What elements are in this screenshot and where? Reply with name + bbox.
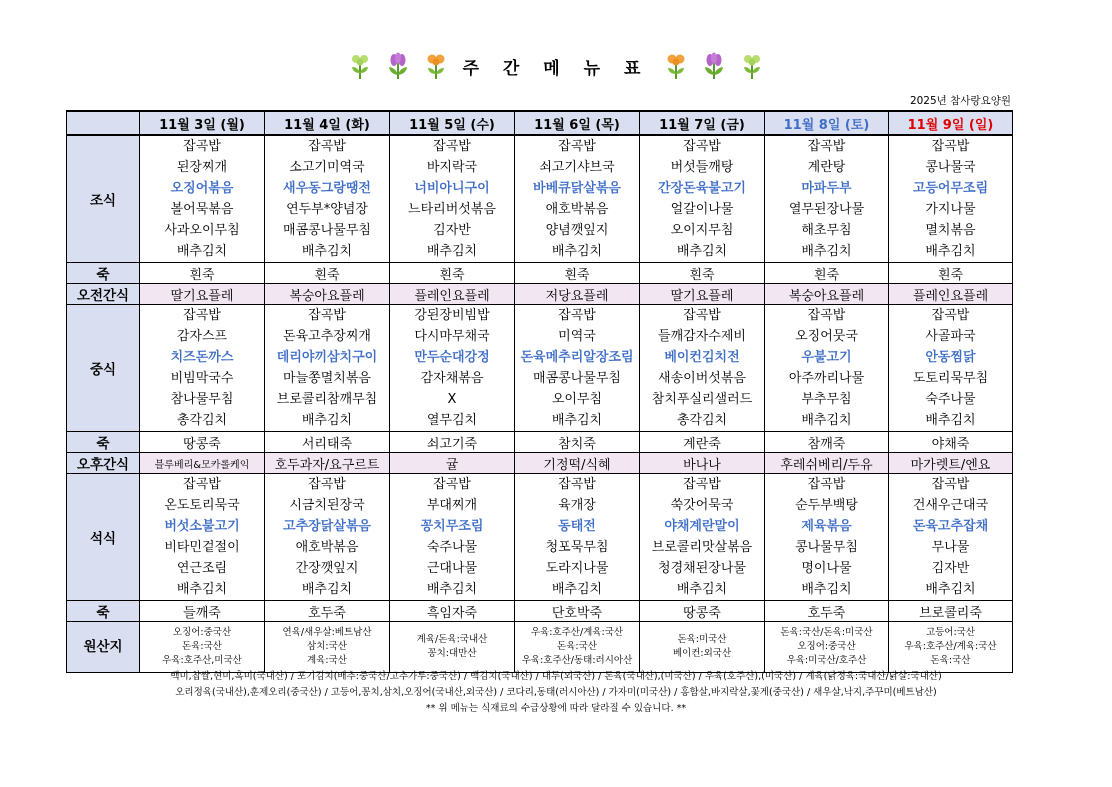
origin-cell [640,622,765,673]
main-dish: 바베큐닭살볶음 [533,181,621,196]
menu-item: 배추김치 [801,582,852,597]
main-dish: 돈육메추리알장조림 [520,350,634,365]
porridge-cell: 참치죽 [515,432,640,453]
menu-item: 배추김치 [676,582,728,597]
menu-item: 쇠고기샤브국 [539,160,615,175]
orange-flower-icon [423,51,449,81]
menu-item: 근대나물 [426,561,478,576]
dinner-porridge-row [67,601,1013,622]
menu-item: 열무된장나물 [788,202,865,217]
menu-cell [390,474,515,601]
lunch-row [67,305,1013,432]
menu-item: 가지나물 [925,202,976,217]
origin-line: 돈육:국산 [930,655,971,666]
main-dish: 동태전 [558,519,596,534]
corner-cell [67,111,140,135]
origin-footer-line1: 백미,찹쌀,현미,흑미(국내산) / 포기김치(배추:중국산/고추가루:중국산) / 백김치(국내산) / 대두(외국산) / 돈육(국내산),(미국산) / 우육(호주산),(미국산) / 계육(닭정육:국내산/닭살:국내산) [170,671,942,682]
meal-label: 조식 [67,135,140,263]
header-row [67,111,1013,135]
origin-line: 계육/돈육:국내산 [416,634,488,645]
porridge-label: 죽 [67,263,140,284]
menu-item: 부추무침 [801,392,852,407]
menu-item: 마늘쫑멸치볶음 [283,371,371,386]
menu-item: X [447,392,457,407]
menu-item: 사골파국 [925,329,976,344]
day-header: 11월 6일 (목) [515,111,640,135]
main-dish: 치즈돈까스 [170,350,234,365]
menu-item: 양념깻잎지 [545,223,609,238]
menu-item: 잡곡밥 [807,477,846,492]
menu-cell [889,135,1013,263]
dinner-row [67,474,1013,601]
origin-cell [515,622,640,673]
porridge-cell: 흰죽 [265,263,390,284]
snack-cell: 플레인요플레 [889,284,1013,305]
porridge-cell: 호두죽 [265,601,390,622]
menu-item: 육개장 [558,498,596,513]
main-dish: 마파두부 [801,181,852,196]
snack-cell: 귤 [390,453,515,474]
menu-item: 콩나물국 [925,160,976,175]
snack-cell: 복숭아요플레 [265,284,390,305]
origin-line: 오징어:중국산 [797,641,856,652]
origin-line: 우육:호주산/계육:국산 [530,627,624,638]
menu-item: 건새우근대국 [912,498,989,513]
porridge-cell: 야채죽 [889,432,1013,453]
organization-label: 2025년 참사랑요양원 [909,95,1011,107]
menu-item: 잡곡밥 [683,477,721,492]
menu-cell [265,305,390,432]
menu-item: 느타리버섯볶음 [408,202,496,217]
menu-item: 볼어묵볶음 [170,202,234,217]
menu-item: 부대찌개 [426,498,478,513]
origin-line: 우육:호주산,미국산 [162,655,242,666]
menu-item: 숙주나물 [925,392,976,407]
menu-item: 잡곡밥 [807,139,846,154]
menu-item: 잡곡밥 [433,139,471,154]
menu-cell [390,135,515,263]
menu-item: 잡곡밥 [558,308,596,323]
porridge-cell: 들깨죽 [140,601,265,622]
porridge-cell: 서리태죽 [265,432,390,453]
menu-item: 아주까리나물 [788,371,865,386]
menu-item: 오이무침 [551,392,603,407]
main-dish: 만두순대강정 [414,350,490,365]
menu-item: 배추김치 [426,244,478,259]
origin-cell [265,622,390,673]
menu-item: 잡곡밥 [308,139,346,154]
origin-line: 오징어:중국산 [172,627,232,638]
day-header: 11월 7일 (금) [640,111,765,135]
menu-cell [640,135,765,263]
menu-item: 다시마무채국 [414,329,490,344]
menu-cell [390,305,515,432]
morning-snack-row [67,284,1013,305]
menu-item: 배추김치 [676,244,728,259]
porridge-cell: 흰죽 [765,263,889,284]
menu-item: 간장깻잎지 [295,561,359,576]
origin-line: 꽁치:대만산 [427,648,477,659]
menu-cell [889,474,1013,601]
origin-cell [390,622,515,673]
porridge-cell: 계란죽 [640,432,765,453]
menu-item: 잡곡밥 [183,477,221,492]
meal-label: 중식 [67,305,140,432]
origin-line: 계육:국산 [307,655,347,666]
porridge-cell: 흰죽 [140,263,265,284]
menu-item: 배추김치 [426,582,478,597]
snack-cell: 딸기요플레 [640,284,765,305]
menu-item: 청포묵무침 [545,540,609,555]
porridge-cell: 땅콩죽 [140,432,265,453]
menu-item: 콩나물무침 [795,540,858,555]
orange-flower-icon [663,51,689,81]
menu-item: 순두부백탕 [795,498,858,513]
origin-cell [889,622,1013,673]
menu-item: 바지락국 [426,160,478,175]
main-dish: 고추장닭살볶음 [283,519,371,534]
menu-item: 배추김치 [925,413,976,428]
snack-cell: 후레쉬베리/두유 [765,453,889,474]
main-dish: 꽁치무조림 [420,519,484,534]
porridge-cell: 흑임자죽 [390,601,515,622]
origin-line: 우육:미국산/호주산 [786,655,867,666]
snack-cell: 딸기요플레 [140,284,265,305]
main-dish: 돈육고추잡채 [912,519,989,534]
snack-label: 오후간식 [67,453,140,474]
menu-item: 도토리묵무침 [912,371,989,386]
main-dish: 오징어볶음 [170,181,234,196]
menu-cell [515,305,640,432]
menu-item: 사과오이무침 [164,223,240,238]
green-flower-icon [739,51,765,81]
menu-item: 애호박볶음 [545,202,609,217]
snack-cell: 기정떡/식혜 [515,453,640,474]
purple-flower-icon [701,51,727,81]
origin-line: 우육:호주산/동태:러시아산 [521,655,633,666]
menu-item: 감자스프 [176,329,228,344]
lunch-porridge-row [67,432,1013,453]
origin-line: 돈육:국산 [182,641,222,652]
day-header: 11월 4일 (화) [265,111,390,135]
origin-label: 원산지 [67,622,140,673]
origin-line: 돈육:국산 [557,641,597,652]
snack-cell: 복숭아요플레 [765,284,889,305]
origin-line: 돈육:국산/돈육:미국산 [780,627,873,638]
menu-item: 배추김치 [801,413,852,428]
menu-item: 소고기미역국 [289,160,365,175]
menu-item: 김자반 [433,223,471,238]
menu-item: 애호박볶음 [295,540,359,555]
origin-line: 우육:호주산/계육:국산 [904,641,997,652]
menu-item: 미역국 [558,329,596,344]
main-dish: 간장돈육불고기 [658,181,746,196]
menu-item: 매콤콩나물무침 [533,371,621,386]
porridge-cell: 브로콜리죽 [889,601,1013,622]
menu-item: 배추김치 [551,413,603,428]
menu-cell [265,135,390,263]
menu-item: 잡곡밥 [308,308,346,323]
snack-cell: 호두과자/요구르트 [265,453,390,474]
snack-cell: 블루베리&모카롤케익 [140,453,265,474]
menu-item: 연근조림 [176,561,228,576]
menu-item: 비타민겉절이 [164,540,240,555]
menu-cell [140,305,265,432]
menu-cell [140,135,265,263]
page-title: 주 간 메 뉴 표 [462,58,650,79]
afternoon-snack-row [67,453,1013,474]
menu-item: 비빔막국수 [170,371,234,386]
menu-item: 잡곡밥 [558,477,596,492]
menu-item: 무나물 [931,540,970,555]
day-header: 11월 5일 (수) [390,111,515,135]
menu-item: 버섯들깨탕 [670,160,734,175]
menu-item: 들깨감자수제비 [658,329,746,344]
origin-line: 베이컨:외국산 [672,648,732,659]
menu-item: 숙주나물 [426,540,478,555]
menu-cell [889,305,1013,432]
day-header-sunday: 11월 9일 (일) [889,111,1013,135]
menu-cell [515,474,640,601]
porridge-cell: 쇠고기죽 [390,432,515,453]
snack-cell: 바나나 [640,453,765,474]
menu-item: 총각김치 [676,413,728,428]
menu-item: 강된장비빔밥 [414,308,490,323]
menu-item: 잡곡밥 [308,477,346,492]
menu-cell [265,474,390,601]
menu-item: 새송이버섯볶음 [658,371,746,386]
menu-item: 김자반 [931,561,970,576]
menu-item: 잡곡밥 [931,477,970,492]
menu-item: 연두부*양념장 [286,202,368,217]
menu-item: 배추김치 [551,244,603,259]
menu-item: 도라지나물 [545,561,609,576]
menu-change-note: ** 위 메뉴는 식재료의 수급상황에 따라 달라질 수 있습니다. ** [425,703,687,714]
menu-item: 잡곡밥 [807,308,846,323]
menu-item: 된장찌개 [176,160,228,175]
origin-row [67,622,1013,673]
menu-item: 돈육고추장찌개 [283,329,371,344]
main-dish: 우불고기 [801,350,852,365]
porridge-cell: 땅콩죽 [640,601,765,622]
menu-item: 잡곡밥 [931,139,970,154]
menu-item: 해초무침 [801,223,852,238]
snack-cell: 저당요플레 [515,284,640,305]
menu-item: 총각김치 [176,413,228,428]
menu-item: 잡곡밥 [558,139,596,154]
breakfast-porridge-row [67,263,1013,284]
menu-cell [140,474,265,601]
main-dish: 새우동그랑땡전 [283,181,371,196]
origin-line: 돈육:미국산 [677,634,727,645]
menu-item: 배추김치 [301,413,353,428]
menu-item: 잡곡밥 [183,308,221,323]
main-dish: 버섯소불고기 [164,519,240,534]
menu-item: 감자채볶음 [420,371,484,386]
main-dish: 안동찜닭 [925,350,976,365]
day-header: 11월 3일 (월) [140,111,265,135]
weekly-menu-table [66,110,1013,673]
menu-item: 잡곡밥 [433,477,471,492]
day-header-saturday: 11월 8일 (토) [765,111,889,135]
purple-flower-icon [385,51,411,81]
breakfast-row [67,135,1013,263]
origin-line: 연육/새우살:베트남산 [282,627,372,638]
menu-item: 멸치볶음 [925,223,976,238]
menu-item: 참나물무침 [170,392,234,407]
origin-line: 고등어:국산 [925,627,976,638]
main-dish: 너비아니구이 [414,181,490,196]
menu-item: 브로콜리참깨무침 [276,392,378,407]
origin-footer-line2: 오리정육(국내산),훈제오리(중국산) / 고등어,꽁치,삼치,오징어(국내산,외국산) / 코다리,동태(러시아산) / 가자미(미국산) / 홍합살,바지락살,꽃게(중국산) / 새우살,낙지,주꾸미(베트남산) [175,687,937,698]
menu-item: 배추김치 [301,244,353,259]
menu-item: 배추김치 [176,582,228,597]
menu-item: 오징어뭇국 [795,329,858,344]
porridge-cell: 흰죽 [889,263,1013,284]
porridge-cell: 흰죽 [640,263,765,284]
menu-item: 온도토리묵국 [164,498,240,513]
menu-item: 배추김치 [176,244,228,259]
menu-cell [515,135,640,263]
menu-cell [765,305,889,432]
porridge-label: 죽 [67,601,140,622]
porridge-cell: 단호박죽 [515,601,640,622]
origin-cell [765,622,889,673]
origin-cell [140,622,265,673]
menu-item: 쑥갓어묵국 [670,498,734,513]
porridge-cell: 호두죽 [765,601,889,622]
menu-cell [640,474,765,601]
menu-item: 매콤콩나물무침 [283,223,371,238]
meal-label: 석식 [67,474,140,601]
menu-item: 잡곡밥 [683,139,721,154]
snack-label: 오전간식 [67,284,140,305]
menu-cell [640,305,765,432]
porridge-cell: 흰죽 [515,263,640,284]
snack-cell: 마가렛트/엔요 [889,453,1013,474]
porridge-label: 죽 [67,432,140,453]
menu-item: 브로콜리맛살볶음 [651,540,753,555]
main-dish: 고등어무조림 [912,181,989,196]
snack-cell: 플레인요플레 [390,284,515,305]
menu-item: 계란탕 [807,160,846,175]
menu-item: 배추김치 [925,244,976,259]
title-row [0,46,1112,86]
green-flower-icon [347,51,373,81]
porridge-cell: 참깨죽 [765,432,889,453]
menu-item: 참치푸실리샐러드 [651,392,753,407]
menu-item: 열무김치 [426,413,478,428]
menu-item: 배추김치 [925,582,976,597]
menu-item: 얼갈이나물 [670,202,734,217]
main-dish: 베이컨김치전 [664,350,740,365]
menu-item: 배추김치 [551,582,603,597]
origin-line: 삼치:국산 [307,641,347,652]
main-dish: 데리야끼삼치구이 [276,350,378,365]
main-dish: 제육볶음 [801,519,852,534]
menu-cell [765,474,889,601]
menu-item: 잡곡밥 [183,139,221,154]
menu-item: 잡곡밥 [931,308,970,323]
menu-item: 시금치된장국 [289,498,365,513]
menu-item: 명이나물 [801,561,852,576]
menu-item: 배추김치 [301,582,353,597]
menu-item: 잡곡밥 [683,308,721,323]
menu-item: 오이지무침 [670,223,734,238]
menu-item: 청경채된장나물 [658,561,746,576]
menu-item: 배추김치 [801,244,852,259]
porridge-cell: 흰죽 [390,263,515,284]
menu-cell [765,135,889,263]
main-dish: 야채계란말이 [664,519,740,534]
